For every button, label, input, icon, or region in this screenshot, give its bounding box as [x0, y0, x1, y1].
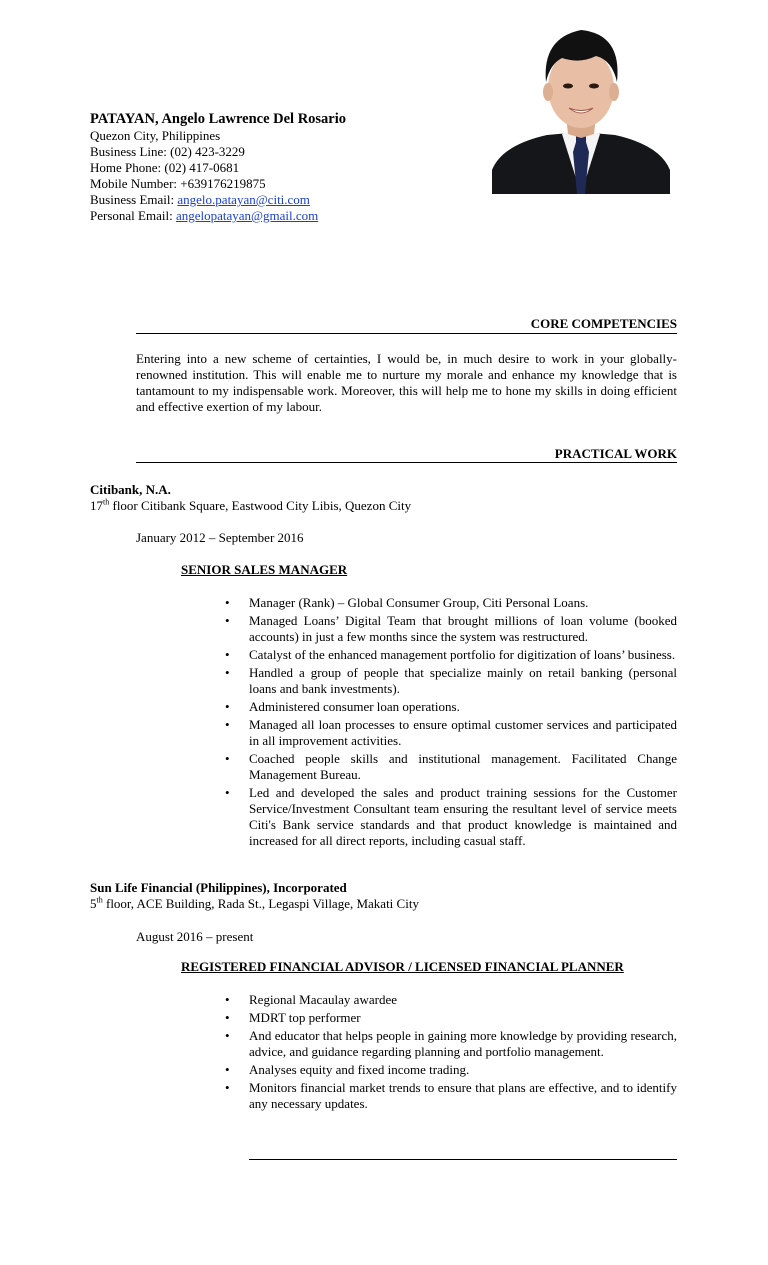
location: Quezon City, Philippines [90, 128, 221, 143]
job-address [90, 896, 419, 912]
contact-block [90, 110, 490, 224]
core-competencies-heading: CORE COMPETENCIES [530, 316, 677, 331]
address-floor-number: 17 [90, 498, 103, 513]
address-floor-number: 5 [90, 896, 97, 911]
core-divider [136, 333, 677, 334]
job-company: Sun Life Financial (Philippines), Incorporated [90, 880, 347, 895]
job-dates: August 2016 – present [136, 929, 254, 944]
list-item: • Regional Macaulay awardee [249, 992, 677, 1008]
business-email-label: Business Email: [90, 192, 178, 207]
address-text: floor Citibank Square, Eastwood City Libis, Quezon City [109, 498, 412, 513]
core-competencies-text: Entering into a new scheme of certainties, I would be, in much desire to work in your globally-renowned institution. This will enable me to nurture my morale and enhance my knowledge that is tantamount to my indispensable work. Moreover, this will help me to hone my skills in doing efficient and effective exertion of my labour. [136, 351, 677, 414]
list-item: • Handled a group of people that specialize mainly on retail banking (personal loans and bank investments). [249, 665, 677, 697]
address-text: floor, ACE Building, Rada St., Legaspi Village, Makati City [102, 896, 419, 911]
list-item: • And educator that helps people in gaining more knowledge by providing research, advice, and guidance regarding planning and portfolio management. [249, 1028, 677, 1060]
personal-email-label: Personal Email: [90, 208, 176, 223]
list-item: • Analyses equity and fixed income trading. [249, 1062, 677, 1078]
personal-email-row [90, 208, 490, 224]
job-duties-list [249, 595, 677, 851]
list-item: • MDRT top performer [249, 1010, 677, 1026]
business-email-link[interactable]: angelo.patayan@citi.com [177, 192, 310, 207]
profile-photo [492, 20, 670, 194]
portrait-image [492, 20, 670, 194]
practical-work-heading: PRACTICAL WORK [554, 446, 677, 461]
personal-email-link[interactable]: angelopatayan@gmail.com [175, 208, 319, 223]
business-line: Business Line: (02) 423-3229 [90, 144, 245, 159]
business-email-row [90, 192, 490, 208]
mobile-number: Mobile Number: +639176219875 [90, 176, 266, 191]
job-address [90, 498, 411, 514]
list-item: • Managed Loans’ Digital Team that brought millions of loan volume (booked accounts) in just a few months since the system was restructured. [249, 613, 677, 645]
list-item: • Managed all loan processes to ensure optimal customer services and participated in all improvement activities. [249, 717, 677, 749]
candidate-name: PATAYAN, Angelo Lawrence Del Rosario [90, 111, 347, 127]
job-title: REGISTERED FINANCIAL ADVISOR / LICENSED FINANCIAL PLANNER [181, 959, 624, 974]
list-item: • Manager (Rank) – Global Consumer Group, Citi Personal Loans. [249, 595, 677, 611]
list-item: • Monitors financial market trends to ensure that plans are effective, and to identify any necessary updates. [249, 1080, 677, 1112]
practical-divider [136, 462, 677, 463]
job-dates: January 2012 – September 2016 [136, 530, 304, 545]
address-floor-suffix: th [103, 497, 110, 507]
footer-divider [249, 1159, 677, 1160]
job-duties-list [249, 992, 677, 1114]
job-company: Citibank, N.A. [90, 482, 171, 497]
list-item: • Catalyst of the enhanced management portfolio for digitization of loans’ business. [249, 647, 677, 663]
list-item: • Administered consumer loan operations. [249, 699, 677, 715]
list-item: • Led and developed the sales and product training sessions for the Customer Service/Investment Consultant team ensuring the resultant level of service meets Citi's Bank service standards and that product knowledge is maintained and increased for all direct reports, including casual staff. [249, 785, 677, 849]
address-floor-suffix: th [96, 895, 103, 905]
job-title: SENIOR SALES MANAGER [181, 562, 348, 577]
list-item: • Coached people skills and institutional management. Facilitated Change Management Bureau. [249, 751, 677, 783]
home-phone: Home Phone: (02) 417-0681 [90, 160, 240, 175]
